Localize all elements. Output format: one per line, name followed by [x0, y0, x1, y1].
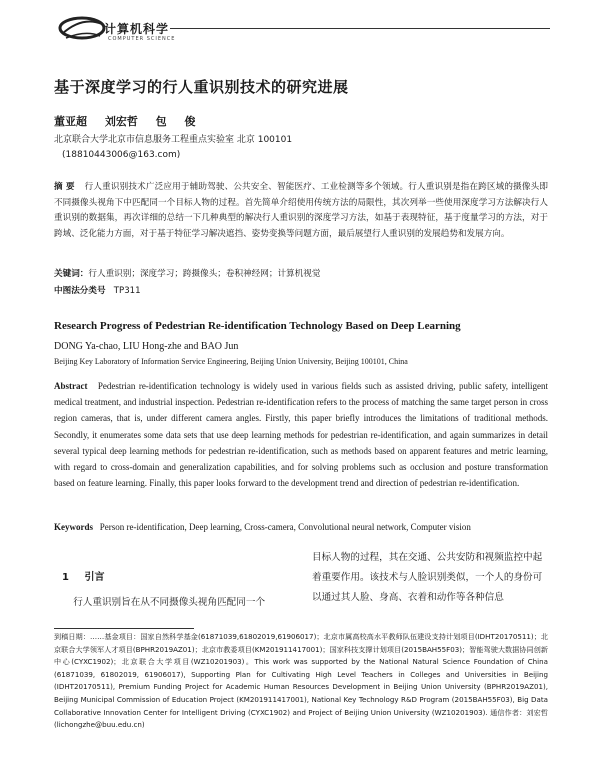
journal-name: 计算机科学	[104, 22, 170, 36]
abstract-cn-text: 行人重识别技术广泛应用于辅助驾驶、公共安全、智能医疗、工业检测等多个领域。行人重识别是指在跨区域的摄像头即不同摄像头视角下中匹配同一个目标人物的过程。首先简单介绍使用传统方法的局限性，其次列举一些使用深度学习方法解决行人重识别的数据集，再次详细的总结一下几种典型的解决行人重识别的深度学习方法，如基于表现特征，基于度量学习的方法，对于跨域、泛化能力方面，对于基于特征学习解决遮挡、姿势变换等问题方面，最后展望行人重识别的发展趋势和发展方向。	[54, 182, 548, 239]
affiliation-cn: 北京联合大学北京市信息服务工程重点实验室 北京 100101	[54, 135, 293, 145]
body-left-column: 行人重识别旨在从不同摄像头视角匹配同一个	[73, 597, 266, 608]
keywords-en	[54, 522, 548, 532]
section-number: 1	[62, 572, 69, 583]
clc-number	[54, 284, 141, 296]
abstract-en	[54, 378, 548, 491]
header-rule	[170, 28, 550, 29]
authors-en: DONG Ya-chao, LIU Hong-zhe and BAO Jun	[54, 341, 239, 352]
section-heading	[62, 568, 104, 583]
author-email: (18810443006@163.com)	[62, 150, 181, 160]
keywords-en-label: Keywords	[54, 522, 93, 532]
abstract-cn-label: 摘 要	[54, 182, 75, 192]
paper-title-cn: 基于深度学习的行人重识别技术的研究进展	[54, 78, 349, 96]
journal-subtitle: COMPUTER SCIENCE	[108, 36, 176, 42]
keywords-cn	[54, 267, 548, 279]
section-title: 引言	[84, 572, 105, 583]
abstract-cn	[54, 180, 548, 242]
authors-cn: 董亚超 刘宏哲 包 俊	[54, 115, 196, 128]
clc-label: 中图法分类号	[54, 286, 106, 296]
keywords-cn-text: 行人重识别；深度学习；跨摄像头；卷积神经网；计算机视觉	[88, 269, 321, 279]
paper-title-en: Research Progress of Pedestrian Re-identification Technology Based on Deep Learning	[54, 320, 461, 332]
affiliation-en: Beijing Key Laboratory of Information Service Engineering, Beijing Union University, Beijing 100101, China	[54, 357, 408, 366]
abstract-en-label: Abstract	[54, 381, 88, 391]
keywords-en-text: Person re-identification, Deep learning, Cross-camera, Convolutional neural network, Computer vision	[99, 522, 471, 532]
clc-value: TP311	[113, 286, 141, 296]
footnote: 到稿日期：……基金项目：国家自然科学基金(61871039,61802019,61906017)；北京市属高校高水平教师队伍建设支持计划项目(IDHT20170511)；北京联合大学领军人才项目(BPHR2019AZ01)；北京市教委项目(KM201911417001)；国家科技支撑计划项目(2015BAH55F03)；智能驾驶大数据协同创新中心(CYXC1902)；北京联合大学项目(WZ10201903)。This work was supported by the National Natural Science Foundation of China (61871039, 61802019, 61906017), Supporting Plan for Cultivating High Level Teachers in Colleges and Universities in Beijing (IDHT20170511), Premium Funding Project for Academic Human Resources Development in Beijing Union University (BPHR2019AZ01), Beijing Municipal Commission of Education Project (KM201911417001), National Key Technology R&D Program (2015BAH55F03), Big Data Collaborative Innovation Center for Intelligent Driving (CYXC1902) and Project of Beijing Union University (WZ10201903). 通信作者：刘宏哲(lichongzhe@buu.edu.cn)	[54, 632, 548, 730]
body-right-column: 目标人物的过程，其在交通、公共安防和视频监控中起着重要作用。该技术与人脸识别类似，一个人的身份可以通过其人脸、身高、衣着和动作等各种信息	[312, 552, 543, 603]
footnote-rule	[54, 628, 194, 629]
keywords-cn-label: 关键词：	[54, 269, 89, 279]
abstract-en-text: Pedestrian re-identification technology is widely used in various fields such as assisted driving, public safety, intelligent medical treatment, and industrial inspection. Pedestrian re-identification refers to the process of matching the same target person in cross region cameras, that is, under different camera angles. Firstly, this paper briefly introduces the limitations of traditional methods. Secondly, it enumerates some data sets that use deep learning methods for pedestrian re-identification, and again summarizes in detail several typical deep learning methods for pedestrian re-identification, such as methods based on apparent features and metric learning, with regard to cross-domain and generalization capabilities, and for solving problems such as occlusion and posture transformation based on feature learning. Finally, this paper looks forward to the development trend and direction of pedestrian re-identification.	[54, 381, 549, 489]
